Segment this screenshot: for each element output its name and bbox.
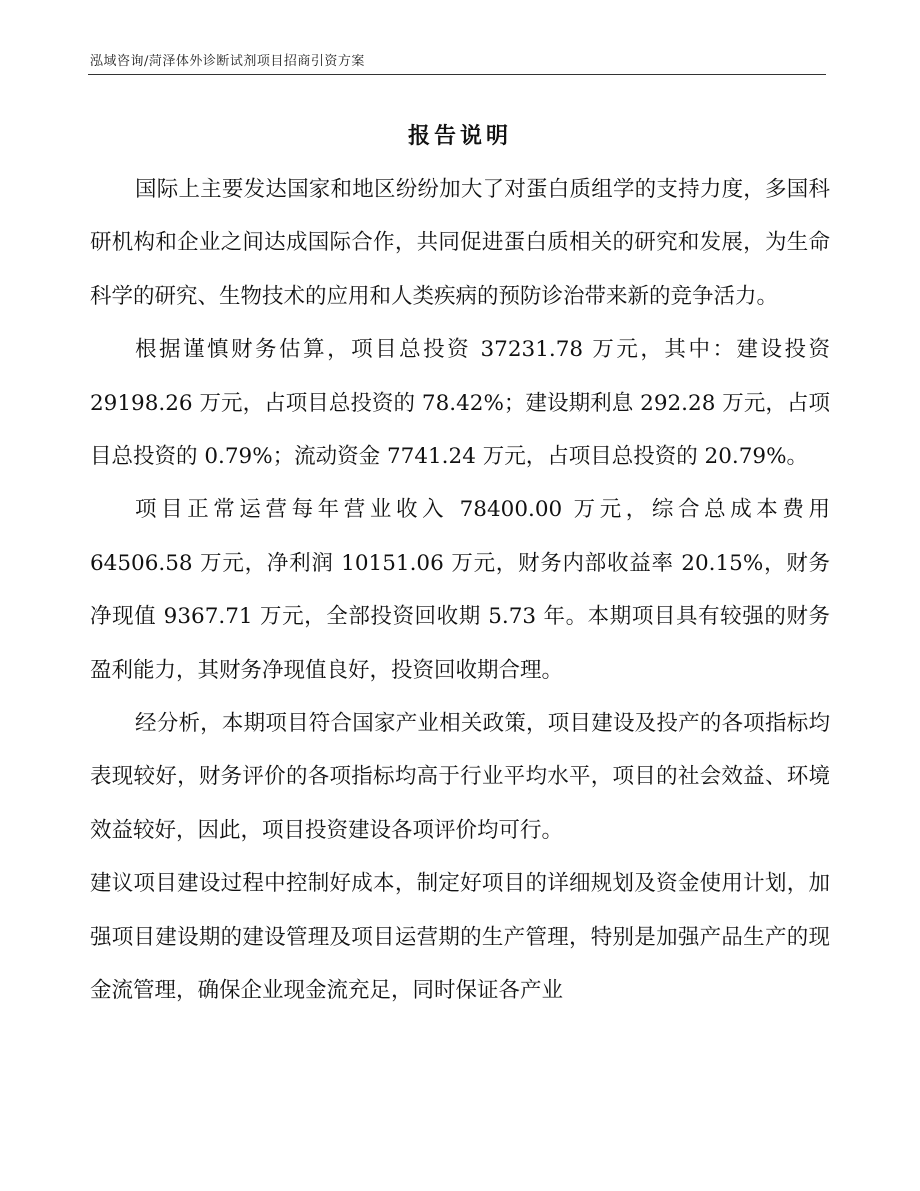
header-divider xyxy=(88,74,826,75)
body-text xyxy=(90,163,830,1018)
paragraph-revenue: 项目正常运营每年营业收入 78400.00 万元，综合总成本费用 64506.58 万元，净利润 10151.06 万元，财务内部收益率 20.15%，财务净现值 9367.71 万元，全部投资回收期 5.73 年。本期项目具有较强的财务盈利能力，其财务净现值良好，投资回收期合理。 xyxy=(90,497,830,683)
paragraph-intro: 国际上主要发达国家和地区纷纷加大了对蛋白质组学的支持力度，多国科研机构和企业之间达成国际合作，共同促进蛋白质相关的研究和发展，为生命科学的研究、生物技术的应用和人类疾病的预防诊治带来新的竞争活力。 xyxy=(90,177,830,309)
section-title: 报告说明 xyxy=(407,123,512,149)
running-header: 泓域咨询/菏泽体外诊断试剂项目招商引资方案 xyxy=(90,54,365,69)
paragraph-recommendation: 建议项目建设过程中控制好成本，制定好项目的详细规划及资金使用计划，加强项目建设期的建设管理及项目运营期的生产管理，特别是加强产品生产的现金流管理，确保企业现金流充足，同时保证各产业 xyxy=(90,871,830,1004)
paragraph-analysis: 经分析，本期项目符合国家产业相关政策，项目建设及投产的各项指标均表现较好，财务评价的各项指标均高于行业平均水平，项目的社会效益、环境效益较好，因此，项目投资建设各项评价均可行。 xyxy=(90,711,830,843)
paragraph-investment: 根据谨慎财务估算，项目总投资 37231.78 万元，其中：建设投资 29198.26 万元，占项目总投资的 78.42%；建设期利息 292.28 万元，占项目总投资的 0.79%；流动资金 7741.24 万元，占项目总投资的 20.79%。 xyxy=(90,337,830,470)
